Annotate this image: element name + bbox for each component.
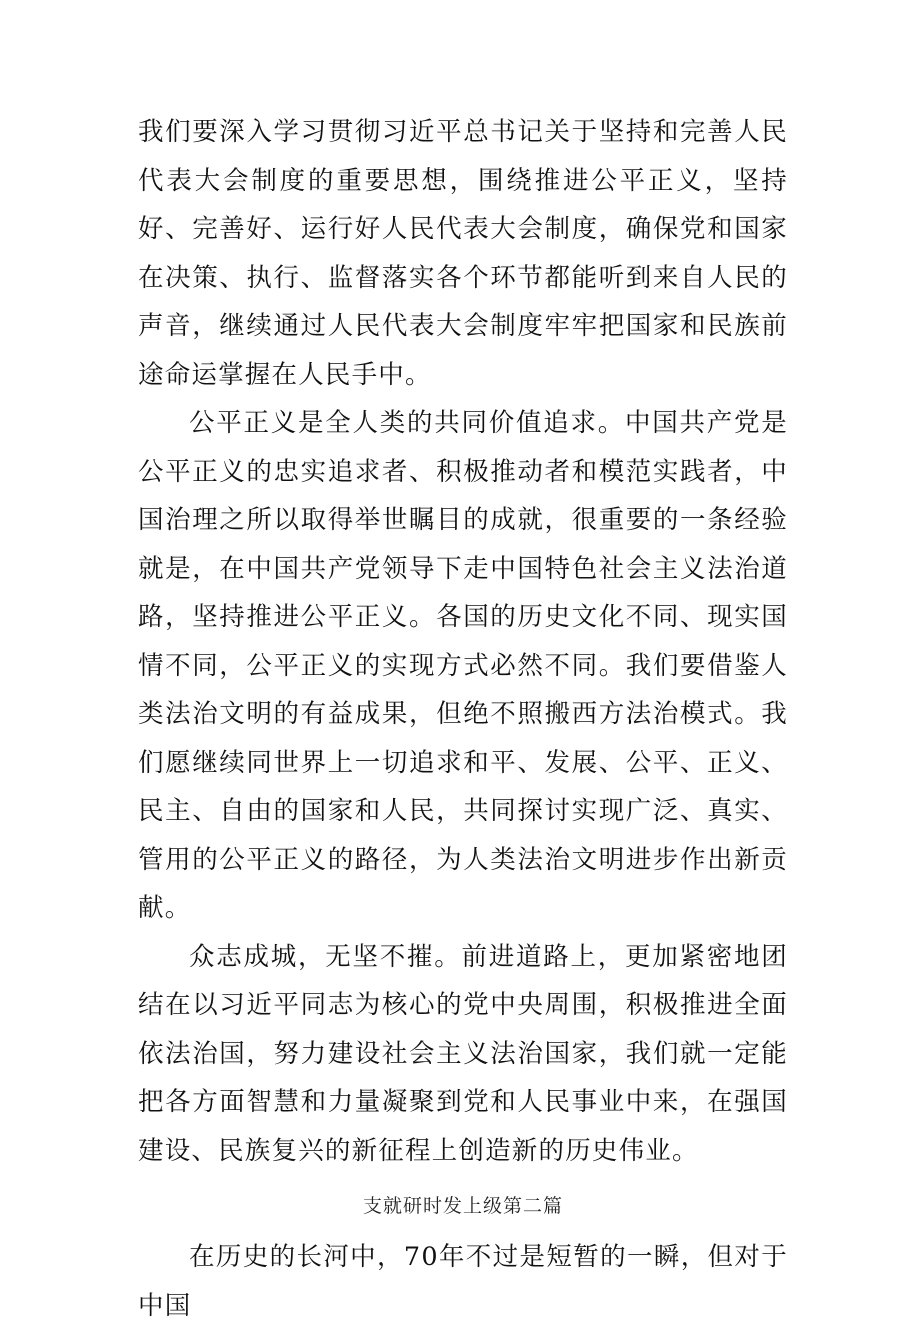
paragraph-3: 众志成城，无坚不摧。前进道路上，更加紧密地团结在以习近平同志为核心的党中央周围，积极推进全面依法治国，努力建设社会主义法治国家，我们就一定能把各方面智慧和力量凝聚到党和人民事业中来，在强国建设、民族复兴的新征程上创造新的历史伟业。 bbox=[138, 941, 788, 1166]
paragraph-1: 我们要深入学习贯彻习近平总书记关于坚持和完善人民代表大会制度的重要思想，围绕推进公平正义，坚持好、完善好、运行好人民代表大会制度，确保党和国家在决策、执行、监督落实各个环节都能听到来自人民的声音，继续通过人民代表大会制度牢牢把国家和民族前途命运掌握在人民手中。 bbox=[138, 117, 788, 390]
section-heading: 支就研时发上级第二篇 bbox=[362, 1195, 563, 1217]
paragraph-2: 公平正义是全人类的共同价值追求。中国共产党是公平正义的忠实追求者、积极推动者和模范实践者，中国治理之所以取得举世瞩目的成就，很重要的一条经验就是，在中国共产党领导下走中国特色社会主义法治道路，坚持推进公平正义。各国的历史文化不同、现实国情不同，公平正义的实现方式必然不同。我们要借鉴人类法治文明的有益成果，但绝不照搬西方法治模式。我们愿继续同世界上一切追求和平、发展、公平、正义、民主、自由的国家和人民，共同探讨实现广泛、真实、管用的公平正义的路径，为人类法治文明进步作出新贡献。 bbox=[138, 408, 788, 923]
document-page bbox=[138, 108, 788, 1330]
paragraph-4: 在历史的长河中，70年不过是短暂的一瞬，但对于中国 bbox=[138, 1242, 788, 1321]
